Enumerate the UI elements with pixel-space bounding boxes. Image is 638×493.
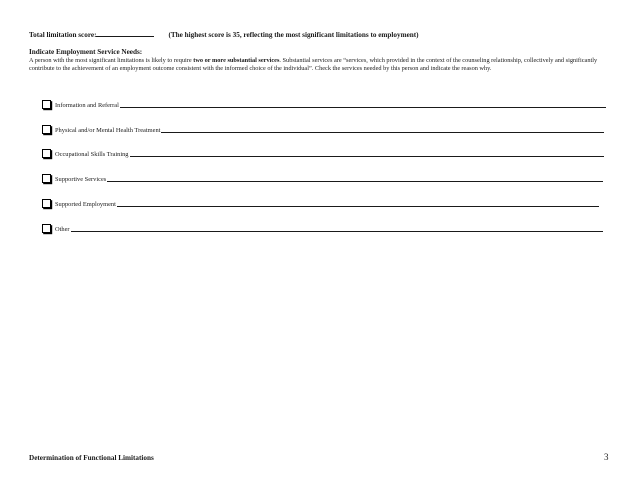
page-number: 3 xyxy=(604,452,609,462)
reason-line[interactable] xyxy=(71,231,603,232)
service-label: Other xyxy=(55,226,70,233)
reason-line[interactable] xyxy=(161,132,604,133)
service-label: Supportive Services xyxy=(55,176,107,183)
service-option-supported-employment xyxy=(42,196,599,208)
service-label: Supported Employment xyxy=(55,201,116,208)
checkbox[interactable] xyxy=(42,149,51,158)
description-text-start: A person with the most significant limitations is likely to require xyxy=(29,56,194,64)
service-option-information-referral xyxy=(42,97,606,109)
service-label: Occupational Skills Training xyxy=(55,151,129,158)
service-label: Information and Referral xyxy=(55,102,119,109)
total-limitation-score xyxy=(29,29,419,39)
checkbox[interactable] xyxy=(42,199,51,208)
service-needs-section xyxy=(29,48,609,73)
score-label: Total limitation score: xyxy=(29,31,97,39)
service-needs-description xyxy=(29,57,609,74)
description-emphasis: two or more substantial services xyxy=(193,56,280,64)
service-option-health-treatment xyxy=(42,122,604,134)
reason-line[interactable] xyxy=(120,107,606,108)
footer-title: Determination of Functional Limitations xyxy=(29,454,154,462)
score-note: (The highest score is 35, reflecting the most significant limitations to employment) xyxy=(168,31,419,39)
checkbox[interactable] xyxy=(42,125,51,134)
service-option-supportive-services xyxy=(42,171,603,183)
checkbox[interactable] xyxy=(42,224,51,233)
checkbox[interactable] xyxy=(42,174,51,183)
reason-line[interactable] xyxy=(130,156,605,157)
service-option-skills-training xyxy=(42,146,604,158)
service-label: Physical and/or Mental Health Treatment xyxy=(55,127,161,134)
reason-line[interactable] xyxy=(107,181,603,182)
description-text-end: . Substantial services are “services, which provided in the context of the counseling relationship, collectively and significantly contribute to the achievement of an employment outcome consistent with the informed choice of the individual”. Check the services needed by this person and indicate the reason why. xyxy=(29,56,598,72)
service-option-other xyxy=(42,221,603,233)
reason-line[interactable] xyxy=(117,206,599,207)
score-blank-line[interactable] xyxy=(96,29,154,37)
checkbox[interactable] xyxy=(42,100,51,109)
service-needs-title: Indicate Employment Service Needs: xyxy=(29,48,143,56)
